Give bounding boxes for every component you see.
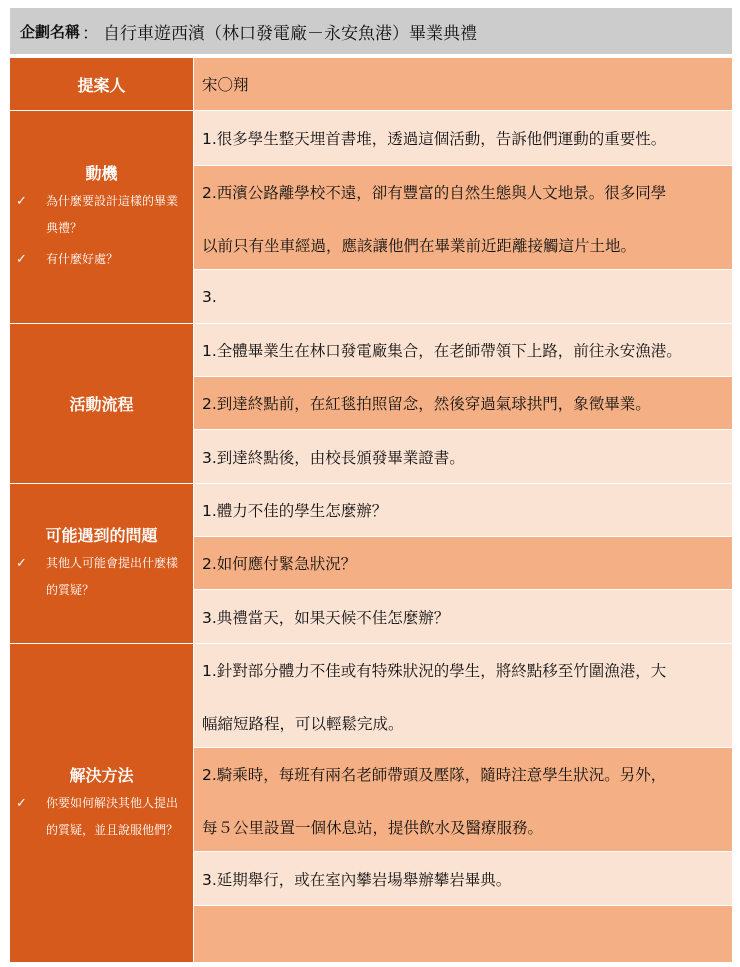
problems-header — [10, 483, 194, 643]
process-header — [10, 323, 194, 483]
motivation-question-1: 為什麼要設計這樣的畢業典禮？ — [46, 194, 179, 235]
solutions-bullet — [10, 790, 193, 844]
problems-heading: 可能遇到的問題 — [45, 526, 158, 545]
solutions-item-text: 3.延期舉行，或在室內攀岩場舉辦攀岩畢典。 — [202, 870, 512, 889]
plan-title-bar — [10, 8, 732, 54]
motivation-item-line: 以前只有坐車經過，應該讓他們在畢業前近距離接觸這片土地。 — [202, 237, 637, 255]
plan-name-label: 企劃名稱 — [20, 22, 81, 41]
motivation-header — [10, 110, 194, 323]
problems-item-text: 2.如何應付緊急狀況？ — [202, 555, 357, 573]
problems-bullet — [10, 550, 193, 604]
proposer-value: 宋〇翔 — [202, 76, 249, 94]
motivation-question-2: 有什麼好處？ — [46, 252, 119, 266]
motivation-heading: 動機 — [85, 164, 118, 183]
proposer-cell — [194, 57, 732, 110]
plan-name-value: 自行車遊西濱（林口發電廠－永安魚港）畢業典禮 — [103, 23, 478, 44]
solutions-item — [194, 851, 732, 905]
process-heading: 活動流程 — [69, 395, 134, 414]
solutions-item-line: 1.針對部分體力不佳或有特殊狀況的學生，將終點移至竹圍漁港，大 — [202, 662, 667, 680]
solutions-item-empty — [194, 905, 732, 962]
process-item — [194, 323, 732, 376]
process-item — [194, 429, 732, 483]
checkmark-icon: ✓ — [16, 556, 27, 571]
checkmark-icon: ✓ — [16, 795, 27, 811]
motivation-bullet — [10, 188, 193, 242]
process-item-text: 1.全體畢業生在林口發電廠集合，在老師帶領下上路，前往永安漁港。 — [202, 342, 682, 360]
solutions-item-line: 2.騎乘時，每班有兩名老師帶頭及壓隊，隨時注意學生狀況。另外， — [202, 766, 667, 784]
solutions-item — [194, 747, 732, 851]
solutions-item — [194, 643, 732, 747]
plan-table — [10, 57, 732, 962]
motivation-item — [194, 269, 732, 323]
problems-item — [194, 589, 732, 643]
process-item-text: 2.到達終點前，在紅毯拍照留念，然後穿過氣球拱門，象徵畢業。 — [202, 395, 651, 413]
solutions-item-line: 幅縮短路程，可以輕鬆完成。 — [202, 715, 404, 733]
problems-item — [194, 483, 732, 536]
problems-item — [194, 536, 732, 589]
checkmark-icon: ✓ — [16, 252, 27, 267]
motivation-bullet — [10, 246, 193, 273]
motivation-item-text: 3. — [202, 287, 217, 306]
motivation-item-line: 2.西濱公路離學校不遠，卻有豐富的自然生態與人文地景。很多同學 — [202, 184, 667, 202]
motivation-item — [194, 165, 732, 269]
plan-name-colon: ： — [82, 23, 100, 44]
problems-item-text: 3.典禮當天，如果天候不佳怎麼辦？ — [202, 608, 450, 627]
motivation-item-text: 1.很多學生整天埋首書堆，透過這個活動，告訴他們運動的重要性。 — [202, 130, 667, 148]
proposer-label: 提案人 — [77, 75, 126, 95]
process-item-text: 3.到達終點後，由校長頒發畢業證書。 — [202, 448, 465, 467]
proposer-header — [10, 57, 194, 110]
solutions-header — [10, 643, 194, 962]
solutions-item-line: 每５公里設置一個休息站，提供飲水及醫療服務。 — [202, 819, 544, 837]
motivation-item — [194, 110, 732, 165]
problems-item-text: 1.體力不佳的學生怎麼辦？ — [202, 502, 388, 520]
checkmark-icon: ✓ — [16, 194, 27, 209]
solutions-heading: 解決方法 — [69, 765, 134, 785]
process-item — [194, 376, 732, 429]
problems-question: 其他人可能會提出什麼樣的質疑？ — [46, 556, 179, 597]
solutions-question: 你要如何解決其他人提出的質疑，並且說服他們？ — [46, 795, 179, 837]
